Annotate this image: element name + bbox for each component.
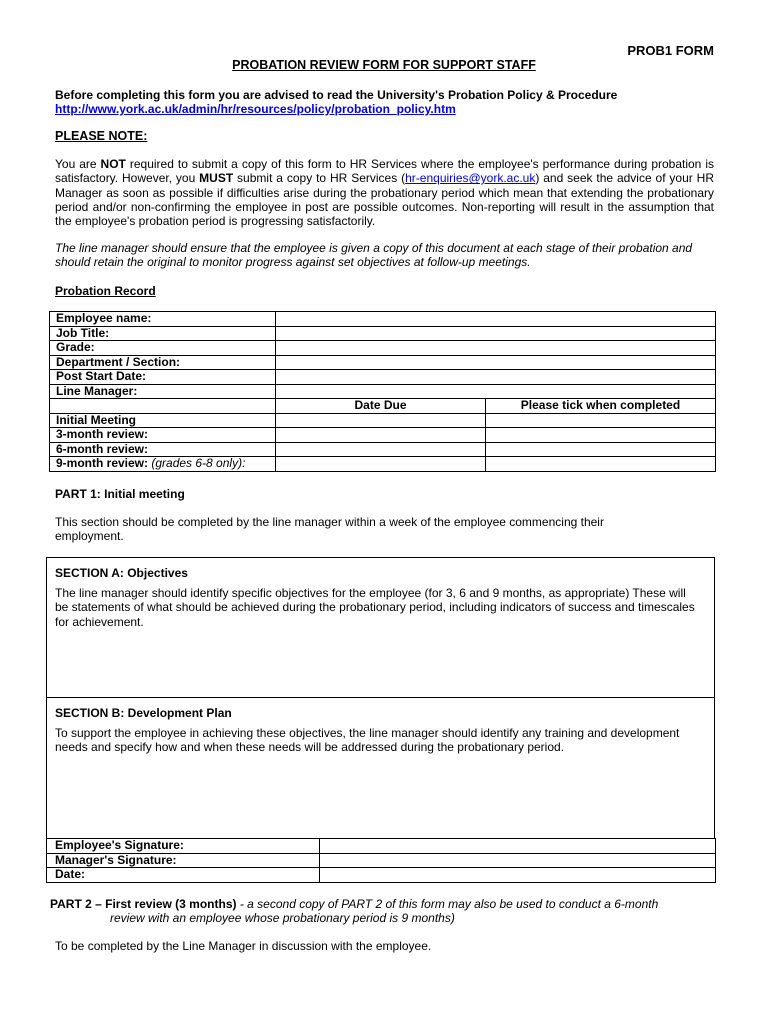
part2-heading: PART 2 – First review (3 months) xyxy=(50,897,237,911)
part2-note-line2: review with an employee whose probationary period is 9 months) xyxy=(110,911,455,925)
date-field[interactable] xyxy=(320,868,716,883)
stage-label: Initial Meeting xyxy=(50,413,276,428)
grade-field[interactable] xyxy=(276,341,716,356)
please-note-heading: PLEASE NOTE: xyxy=(55,129,148,143)
signature-label: Manager's Signature: xyxy=(47,853,320,868)
table-row xyxy=(47,839,716,854)
intro-text: Before completing this form you are advised to read the University's Probation Policy & Procedure xyxy=(55,88,618,102)
note-paragraph: You are NOT required to submit a copy of this form to HR Services where the employee's performance during probation is satisfactory. However, you MUST submit a copy to HR Services (hr-enquiries@york.ac.uk) and seek the advice of your HR Manager as soon as possible if difficulties arise during the probationary period which mean that extending the probationary period and/or non-confirming the employee in post are possible outcomes. Non-reporting will result in the assumption that the employee's probation period is progressing satisfactorily. xyxy=(55,157,715,229)
table-row xyxy=(50,413,716,428)
table-row xyxy=(50,442,716,457)
part2-heading-line xyxy=(50,897,730,911)
table-row xyxy=(50,312,716,327)
field-label: Post Start Date: xyxy=(50,370,276,385)
section-a-text: The line manager should identify specific objectives for the employee (for 3, 6 and 9 months, as appropriate) These will be statements of what should be achieved during the probationary period, including indicators of success and timescales for achievement. xyxy=(55,586,695,629)
date-due-field[interactable] xyxy=(276,413,486,428)
post-start-date-field[interactable] xyxy=(276,370,716,385)
tick-field[interactable] xyxy=(486,457,716,472)
field-label: Job Title: xyxy=(50,326,276,341)
probation-record-table xyxy=(49,311,716,472)
employee-name-field[interactable] xyxy=(276,312,716,327)
form-code: PROB1 FORM xyxy=(627,43,714,58)
date-due-field[interactable] xyxy=(276,428,486,443)
employee-signature-field[interactable] xyxy=(320,839,716,854)
signature-label: Date: xyxy=(47,868,320,883)
stage-label: 9-month review: (grades 6-8 only): xyxy=(50,457,276,472)
section-a-box[interactable] xyxy=(46,557,715,698)
tick-field[interactable] xyxy=(486,413,716,428)
field-label: Employee name: xyxy=(50,312,276,327)
table-row xyxy=(50,326,716,341)
signature-table xyxy=(46,838,716,883)
table-row xyxy=(50,428,716,443)
stage-label: 6-month review: xyxy=(50,442,276,457)
field-label: Grade: xyxy=(50,341,276,356)
table-row xyxy=(50,370,716,385)
section-b-text: To support the employee in achieving these objectives, the line manager should identify any training and development needs and specify how and when these needs will be addressed during the probationary period. xyxy=(55,726,680,755)
table-row xyxy=(47,868,716,883)
col-date-due: Date Due xyxy=(276,399,486,414)
probation-record-heading: Probation Record xyxy=(55,284,156,298)
hr-email-link[interactable]: hr-enquiries@york.ac.uk xyxy=(405,171,536,186)
manager-signature-field[interactable] xyxy=(320,853,716,868)
signature-label: Employee's Signature: xyxy=(47,839,320,854)
part2-text: To be completed by the Line Manager in discussion with the employee. xyxy=(55,939,432,953)
tick-field[interactable] xyxy=(486,428,716,443)
policy-link[interactable]: http://www.york.ac.uk/admin/hr/resources/policy/probation_policy.htm xyxy=(55,102,456,116)
field-label: Department / Section: xyxy=(50,355,276,370)
section-b-box[interactable] xyxy=(46,697,715,839)
table-row xyxy=(50,355,716,370)
table-row xyxy=(50,341,716,356)
field-label: Line Manager: xyxy=(50,384,276,399)
table-header-row xyxy=(50,399,716,414)
date-due-field[interactable] xyxy=(276,442,486,457)
col-tick-completed: Please tick when completed xyxy=(486,399,716,414)
date-due-field[interactable] xyxy=(276,457,486,472)
part1-heading: PART 1: Initial meeting xyxy=(55,487,185,501)
job-title-field[interactable] xyxy=(276,326,716,341)
part1-text: This section should be completed by the line manager within a week of the employee commencing their employment. xyxy=(55,515,604,544)
part2-note: - a second copy of PART 2 of this form may also be used to conduct a 6-month xyxy=(236,897,659,911)
empty-cell xyxy=(50,399,276,414)
page-title: PROBATION REVIEW FORM FOR SUPPORT STAFF xyxy=(232,58,536,72)
department-field[interactable] xyxy=(276,355,716,370)
tick-field[interactable] xyxy=(486,442,716,457)
stage-label: 3-month review: xyxy=(50,428,276,443)
line-manager-field[interactable] xyxy=(276,384,716,399)
table-row xyxy=(50,457,716,472)
section-b-heading: SECTION B: Development Plan xyxy=(55,706,232,720)
line-manager-note: The line manager should ensure that the employee is given a copy of this document at each stage of their probation and should retain the original to monitor progress against set objectives at follow-up meetings. xyxy=(55,241,693,270)
section-a-heading: SECTION A: Objectives xyxy=(55,566,188,580)
table-row xyxy=(47,853,716,868)
table-row xyxy=(50,384,716,399)
